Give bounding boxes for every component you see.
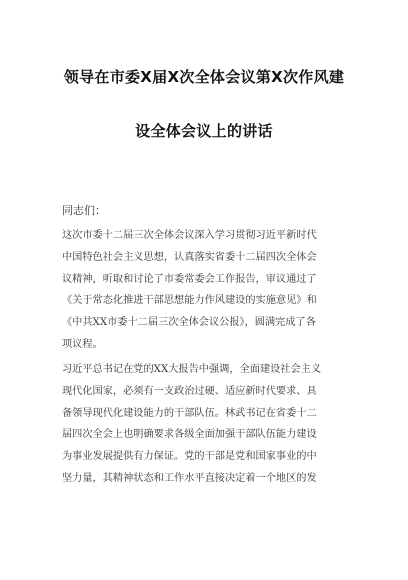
salutation: 同志们： [62, 204, 106, 217]
document-title-line-1: 领导在市委X届X次全体会议第X次作风建 [63, 68, 345, 86]
paragraph-line: 届四次全会上也明确要求各级全面加强干部队伍能力建设 [62, 429, 317, 441]
paragraph-line: 这次市委十二届三次全体会议深入学习贯彻习近平新时代 [62, 230, 317, 241]
paragraph-line: 中国特色社会主义思想，认真落实省委十二届四次全体会 [62, 251, 317, 263]
paragraph-line: 《中共XX市委十二届三次全体会议公报》，圆满完成了各 [62, 317, 316, 329]
document-title-line-2: 设全体会议上的讲话 [135, 122, 273, 140]
paragraph-line: 项议程。 [62, 338, 103, 350]
paragraph-line: 备领导现代化建设能力的干部队伍。林武书记在省委十二 [62, 407, 317, 419]
paragraph-line: 议精神，听取和讨论了市委常委会工作报告，审议通过了 [62, 273, 317, 285]
paragraph-1 [62, 225, 352, 356]
paragraph-2 [62, 359, 352, 490]
paragraph-line: 习近平总书记在党的XX大报告中强调，全面建设社会主义 [62, 364, 322, 375]
paragraph-line: 为事业发展提供有力保证。党的干部是党和国家事业的中 [62, 451, 317, 463]
paragraph-line: 坚力量，其精神状态和工作水平直接决定着一个地区的发 [62, 472, 317, 484]
paragraph-line: 现代化国家，必须有一支政治过硬、适应新时代要求、具 [62, 385, 317, 397]
paragraph-line: 《关于常态化推进干部思想能力作风建设的实施意见》和 [62, 295, 317, 307]
